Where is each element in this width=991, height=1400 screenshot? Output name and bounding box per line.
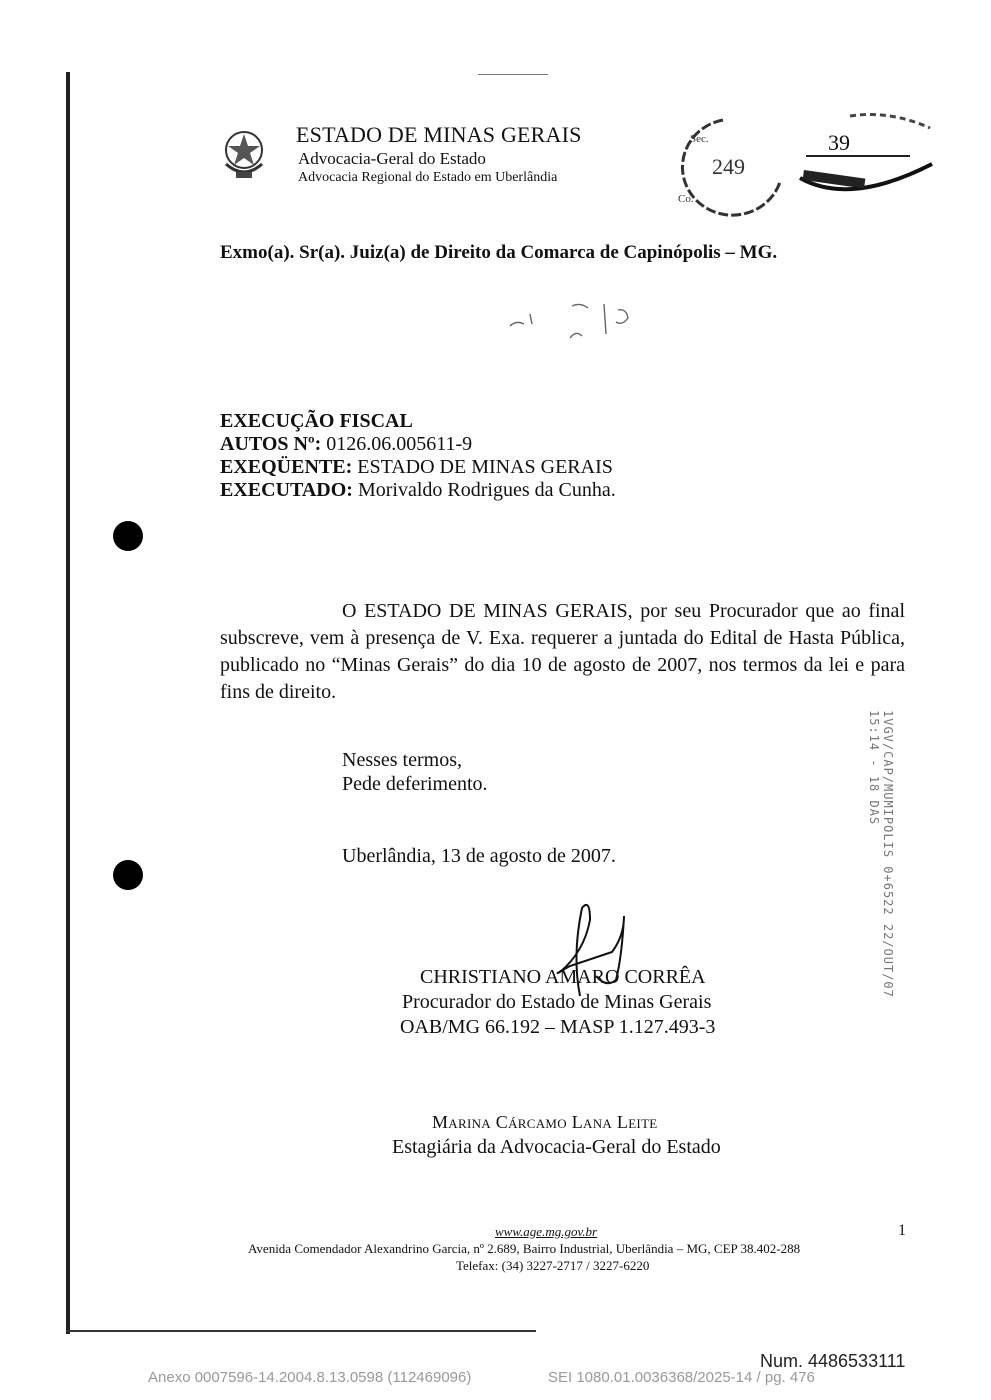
addressee-line: Exmo(a). Sr(a). Juiz(a) de Direito da Comarca de Capinópolis – MG. xyxy=(220,242,778,263)
bottom-margin-rule xyxy=(66,1330,536,1332)
page-number: 1 xyxy=(898,1222,906,1239)
header-state-name: ESTADO DE MINAS GERAIS xyxy=(296,122,582,147)
petition-date: Uberlândia, 13 de agosto de 2007. xyxy=(342,845,616,867)
header-agency: Advocacia-Geral do Estado xyxy=(298,149,486,168)
closing-line-1: Nesses termos, xyxy=(342,749,462,771)
closing-line-2: Pede deferimento. xyxy=(342,773,488,795)
executado-label: EXECUTADO: xyxy=(220,479,353,501)
handwritten-scribble xyxy=(500,296,650,348)
case-caption xyxy=(220,410,616,502)
stamp-folio-number: 39 xyxy=(828,130,850,155)
exequente-label: EXEQÜENTE: xyxy=(220,456,353,478)
svg-text:Sec.: Sec. xyxy=(690,133,709,145)
coat-of-arms-icon xyxy=(220,124,268,182)
intern-role: Estagiária da Advocacia-Geral do Estado xyxy=(392,1136,721,1158)
folio-stamp xyxy=(790,106,940,206)
autos-label: AUTOS Nº: xyxy=(220,433,322,455)
caption-title: EXECUÇÃO FISCAL xyxy=(220,410,413,432)
punch-hole-bottom xyxy=(113,860,143,890)
footer-address: Avenida Comendador Alexandrino Garcia, nº 2.689, Bairro Industrial, Uberlândia – MG, CEP 38.402-288 xyxy=(248,1241,801,1256)
svg-text:Co.: Co. xyxy=(678,193,694,205)
stamp-sheet-number: 249 xyxy=(712,154,745,179)
court-stamp-circle xyxy=(668,112,788,224)
signer-role: Procurador do Estado de Minas Gerais xyxy=(402,991,712,1013)
executado-value: Morivaldo Rodrigues da Cunha. xyxy=(352,479,616,501)
header-regional-office: Advocacia Regional do Estado em Uberlândia xyxy=(298,170,558,185)
annex-reference: Anexo 0007596-14.2004.8.13.0598 (112469096) xyxy=(148,1369,472,1386)
punch-hole-top xyxy=(113,521,143,551)
left-margin-rule xyxy=(66,72,70,1334)
footer-phone: Telefax: (34) 3227-2717 / 3227-6220 xyxy=(456,1258,650,1273)
signer-name: CHRISTIANO AMARO CORRÊA xyxy=(420,966,706,988)
document-number: Num. 4486533111 xyxy=(760,1351,906,1371)
exequente-value: ESTADO DE MINAS GERAIS xyxy=(352,456,613,478)
autos-value: 0126.06.005611-9 xyxy=(321,433,473,455)
sei-reference: SEI 1080.01.0036368/2025-14 / pg. 476 xyxy=(548,1369,815,1386)
signer-registration: OAB/MG 66.192 – MASP 1.127.493-3 xyxy=(400,1016,716,1038)
intern-name: Marina Cárcamo Lana Leite xyxy=(432,1112,658,1132)
top-dash-mark xyxy=(478,74,548,75)
petition-body: O ESTADO DE MINAS GERAIS, por seu Procurador que ao final subscreve, vem à presença de V. Exa. requerer a juntada do Edital de Hasta Pública, publicado no “Minas Gerais” do dia 10 de agosto de 2007, nos termos da lei e para fins de direito. xyxy=(220,600,905,703)
footer-website-link[interactable]: www.age.mg.gov.br xyxy=(495,1224,598,1239)
closing-block xyxy=(342,748,488,796)
protocol-side-stamp: 1VGV/CAP/MUMIPOLIS 0+6522 22/OUT/07 15:14 - 18 DAS xyxy=(867,710,895,998)
